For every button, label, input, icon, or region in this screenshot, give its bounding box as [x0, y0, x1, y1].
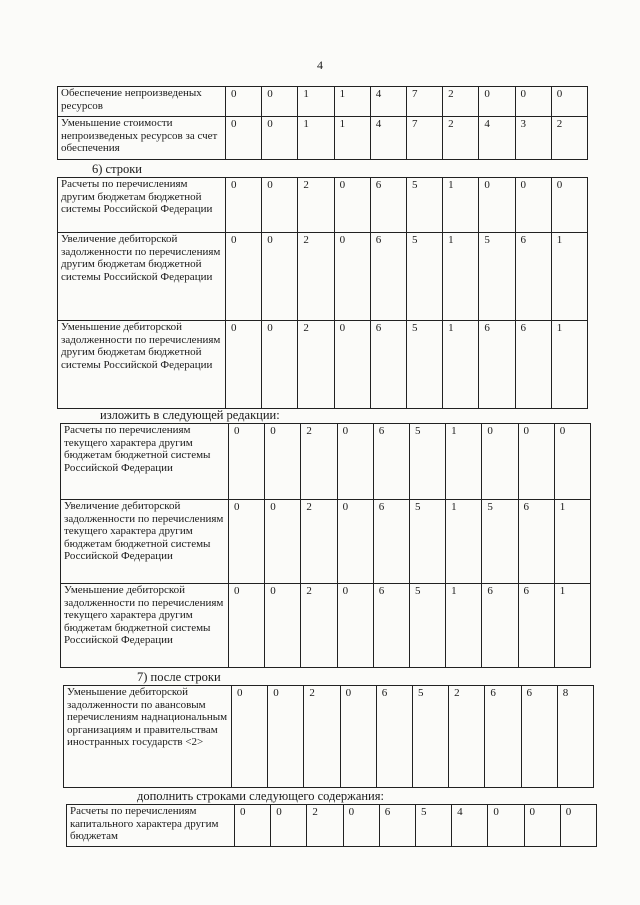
code-digit: 6 — [515, 321, 551, 409]
code-digit: 0 — [337, 500, 373, 584]
code-digit: 2 — [301, 584, 337, 668]
code-digit: 2 — [298, 233, 334, 321]
code-digit: 1 — [443, 321, 479, 409]
table-row — [64, 686, 594, 788]
code-digit: 2 — [449, 686, 485, 788]
code-digit: 0 — [334, 233, 370, 321]
code-digit: 4 — [479, 117, 515, 160]
code-digit: 6 — [515, 233, 551, 321]
code-digit: 1 — [334, 117, 370, 160]
code-digit: 6 — [479, 321, 515, 409]
code-digit: 6 — [482, 584, 518, 668]
code-table-5 — [66, 804, 597, 847]
code-digit: 0 — [235, 805, 271, 847]
code-digit: 6 — [518, 584, 554, 668]
code-digit: 2 — [307, 805, 343, 847]
code-digit: 6 — [485, 686, 521, 788]
code-digit: 2 — [298, 321, 334, 409]
code-digit: 2 — [443, 87, 479, 117]
code-digit: 2 — [551, 117, 587, 160]
code-digit: 5 — [406, 233, 442, 321]
code-digit: 0 — [262, 87, 298, 117]
code-digit: 1 — [446, 424, 482, 500]
code-digit: 1 — [443, 178, 479, 233]
code-digit: 4 — [370, 117, 406, 160]
code-digit: 6 — [373, 500, 409, 584]
code-digit: 0 — [482, 424, 518, 500]
code-digit: 0 — [265, 500, 301, 584]
code-digit: 0 — [524, 805, 560, 847]
code-digit: 0 — [229, 584, 265, 668]
row-label: Обеспечение непроизведеных ресурсов — [58, 87, 226, 117]
code-digit: 5 — [406, 178, 442, 233]
row-label: Увеличение дебиторской задолженности по перечислениям другим бюджетам бюджетной системы Российской Федерации — [58, 233, 226, 321]
table-row — [58, 178, 588, 233]
table-row — [61, 584, 591, 668]
section-caption: 7) после строки — [137, 670, 221, 684]
code-digit: 0 — [262, 321, 298, 409]
code-digit: 2 — [298, 178, 334, 233]
code-digit: 5 — [409, 424, 445, 500]
code-digit: 5 — [415, 805, 451, 847]
code-digit: 7 — [406, 87, 442, 117]
code-digit: 0 — [226, 87, 262, 117]
table-row — [61, 500, 591, 584]
code-table-3 — [60, 423, 591, 668]
code-digit: 0 — [232, 686, 268, 788]
code-digit: 6 — [370, 321, 406, 409]
code-digit: 8 — [557, 686, 593, 788]
code-digit: 0 — [334, 178, 370, 233]
code-digit: 0 — [337, 584, 373, 668]
page-number: 4 — [317, 58, 323, 72]
row-label: Расчеты по перечислениям капитального характера другим бюджетам — [67, 805, 235, 847]
code-digit: 0 — [479, 87, 515, 117]
row-label: Уменьшение дебиторской задолженности по перечислениям другим бюджетам бюджетной системы Российской Федерации — [58, 321, 226, 409]
code-digit: 1 — [554, 500, 590, 584]
code-digit: 3 — [515, 117, 551, 160]
code-digit: 0 — [262, 178, 298, 233]
section-caption: изложить в следующей редакции: — [100, 408, 280, 422]
code-digit: 0 — [268, 686, 304, 788]
code-digit: 2 — [301, 500, 337, 584]
code-table-2 — [57, 177, 588, 409]
code-digit: 2 — [304, 686, 340, 788]
code-digit: 6 — [376, 686, 412, 788]
table-row — [58, 117, 588, 160]
code-digit: 7 — [406, 117, 442, 160]
row-label: Увеличение дебиторской задолженности по перечислениям текущего характера другим бюджетам бюджетной системы Российской Федерации — [61, 500, 229, 584]
code-digit: 0 — [226, 117, 262, 160]
code-digit: 0 — [554, 424, 590, 500]
code-digit: 0 — [334, 321, 370, 409]
code-digit: 0 — [343, 805, 379, 847]
code-digit: 0 — [551, 87, 587, 117]
code-table-1 — [57, 86, 588, 160]
section-caption: 6) строки — [92, 162, 142, 176]
code-digit: 1 — [334, 87, 370, 117]
code-digit: 6 — [518, 500, 554, 584]
code-digit: 6 — [373, 424, 409, 500]
code-digit: 5 — [412, 686, 448, 788]
code-digit: 0 — [265, 424, 301, 500]
code-digit: 0 — [226, 321, 262, 409]
code-digit: 1 — [298, 117, 334, 160]
code-digit: 0 — [226, 233, 262, 321]
code-digit: 2 — [443, 117, 479, 160]
code-digit: 1 — [446, 584, 482, 668]
code-digit: 6 — [370, 233, 406, 321]
code-digit: 0 — [337, 424, 373, 500]
code-digit: 1 — [551, 233, 587, 321]
code-digit: 0 — [488, 805, 524, 847]
code-digit: 6 — [373, 584, 409, 668]
code-digit: 0 — [265, 584, 301, 668]
code-digit: 0 — [551, 178, 587, 233]
code-digit: 6 — [370, 178, 406, 233]
code-digit: 1 — [554, 584, 590, 668]
code-digit: 5 — [406, 321, 442, 409]
table-row — [67, 805, 597, 847]
code-digit: 0 — [262, 233, 298, 321]
code-digit: 0 — [229, 500, 265, 584]
code-digit: 0 — [515, 178, 551, 233]
code-table-4 — [63, 685, 594, 788]
code-digit: 4 — [370, 87, 406, 117]
code-digit: 0 — [229, 424, 265, 500]
code-digit: 0 — [518, 424, 554, 500]
row-label: Расчеты по перечислениям другим бюджетам бюджетной системы Российской Федерации — [58, 178, 226, 233]
code-digit: 0 — [226, 178, 262, 233]
code-digit: 0 — [262, 117, 298, 160]
code-digit: 1 — [551, 321, 587, 409]
code-digit: 5 — [409, 500, 445, 584]
code-digit: 4 — [452, 805, 488, 847]
code-digit: 0 — [271, 805, 307, 847]
code-digit: 2 — [301, 424, 337, 500]
code-digit: 0 — [515, 87, 551, 117]
code-digit: 5 — [482, 500, 518, 584]
code-digit: 1 — [298, 87, 334, 117]
code-digit: 6 — [521, 686, 557, 788]
code-digit: 0 — [560, 805, 596, 847]
row-label: Уменьшение стоимости непроизведеных ресурсов за счет обеспечения — [58, 117, 226, 160]
code-digit: 5 — [479, 233, 515, 321]
code-digit: 0 — [340, 686, 376, 788]
row-label: Уменьшение дебиторской задолженности по авансовым перечислениям наднациональным организациям и правительствам иностранных государств <2> — [64, 686, 232, 788]
row-label: Уменьшение дебиторской задолженности по перечислениям текущего характера другим бюджетам бюджетной системы Российской Федерации — [61, 584, 229, 668]
code-digit: 1 — [446, 500, 482, 584]
row-label: Расчеты по перечислениям текущего характера другим бюджетам бюджетной системы Российской Федерации — [61, 424, 229, 500]
code-digit: 0 — [479, 178, 515, 233]
code-digit: 5 — [409, 584, 445, 668]
table-row — [58, 233, 588, 321]
table-row — [61, 424, 591, 500]
code-digit: 1 — [443, 233, 479, 321]
table-row — [58, 87, 588, 117]
code-digit: 6 — [379, 805, 415, 847]
table-row — [58, 321, 588, 409]
section-caption: дополнить строками следующего содержания: — [137, 789, 384, 803]
